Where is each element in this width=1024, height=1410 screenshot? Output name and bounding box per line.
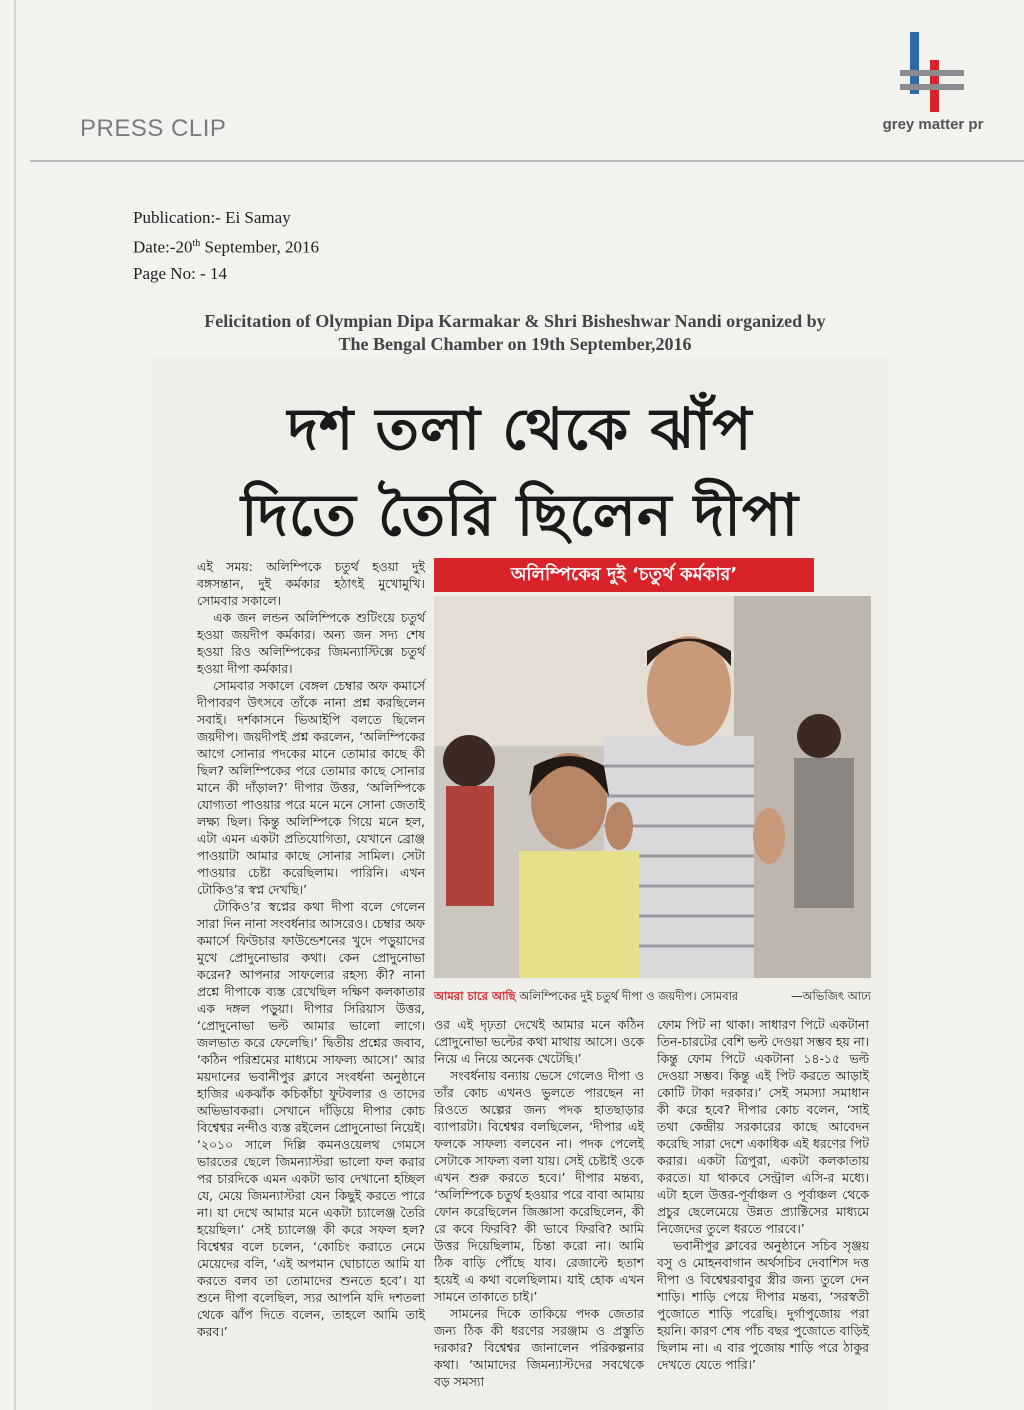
column-paragraph: টোকিও’র স্বপ্নের কথা দীপা বলে গেলেন সারা দিন নানা সংবর্ধনার আসরেও। চেম্বার অফ কমার্সে ফিউচার ফাউন্ডেশনের খুদে পড়ুয়াদের মুখে প্রোদুনোভার কথা। কেন প্রোদুনোভা করেন? আপনার সাফল্যের রহস্য কী? নানা প্রশ্নে দীপাকে ব্যস্ত রেখেছিল দক্ষিণ কলকাতার এক দঙ্গল পড়ুয়া। দীপার সিরিয়াস উত্তর, ‘প্রোদুনোভা ভল্ট আমার ভালো লাগে। জলভাত করে ফেলেছি।’ দ্বিতীয় প্রশ্নের জবাব, ‘কঠিন পরিশ্রমের মাধ্যমে সাফল্য আসে।’ আর ময়দানের ভবানীপুর ক্লাবে সংবর্ধনা অনুষ্ঠানে হাজির একঝাঁক কচিকাঁচা ফুটবলার ও তাদের অভিভাবকরা। সেখানে দাঁড়িয়ে দীপার কোচ বিশ্বেশ্বর নন্দীও ব্যস্ত রইলেন প্রোদুনোভা নিয়েই। ‘২০১০ সালে দিল্লি কমনওয়েলথ গেমসে ভারতের ছেলে জিমন্যাস্টরা ভালো ফল করার পর চারদিকে এমন একটা ভাব দেখানো হচ্ছিল যে, মেয়ে জিমন্যাস্টরা যেন কিছুই করতে পারে না। যা দেখে আমার মনে একটা চ্যালেঞ্জ তৈরি হয়েছিল।’ সেই চ্যালেঞ্জ কী করে সফল হল? বিশ্বেশ্বর বলে চলেন, ‘কোচিং করাতে নেমে মেয়েদের বলি, ‘এই অপমান ঘোচাতে আমি যা করতে বলব তা তোমাদের শুনতে হবে’। যা শুনে দীপা বলেছিল, স্যর আপনি যদি দশতলা থেকে ঝাঁপ দিতে বলেন, তাহলে আমি তাই করব।’ bbox=[197, 899, 425, 1339]
press-clip-label: PRESS CLIP bbox=[80, 115, 227, 142]
logo-text: grey matter pr bbox=[882, 116, 984, 133]
date-sup: th bbox=[192, 238, 201, 249]
newspaper-clipping bbox=[152, 358, 888, 1410]
headline-line1: দশ তলা থেকে ঝাঁপ bbox=[287, 395, 753, 463]
article-column-1 bbox=[197, 558, 425, 1340]
photo-credit: —অভিজিৎ আঢ্য bbox=[791, 989, 871, 1003]
event-photo bbox=[434, 596, 871, 978]
publication-meta bbox=[133, 205, 319, 287]
page-edge bbox=[14, 0, 16, 1410]
column-paragraph: সোমবার সকালে বেঙ্গল চেম্বার অফ কমার্সে দীপাবরণ উৎসবে তাঁকে নানা প্রশ্ন করছিলেন সবাই। দর্শকাসনে ভিআইপি বলতে ছিলেন জয়দীপ। জয়দীপই প্রশ্ন করলেন, ‘অলিম্পিকের আগে সোনার পদকের মানে তোমার কাছে কী ছিল? অলিম্পিকের পরে তোমার কাছে সোনার মানে কী দাঁড়াল?’ দীপার উত্তর, ‘অলিম্পিকে যোগ্যতা পাওয়ার পরে মনে মনে সোনা জেতাই লক্ষ্য ছিল। কিন্তু অলিম্পিকে গিয়ে মনে হল, এটা এমন একটা প্রতিযোগিতা, যেখানে ব্রোঞ্জ পাওয়াটা আমার কাছে সোনার সামিল। সেটা পাওয়ার চেষ্টা করেছিলাম। পারিনি। এখন টোকিও’র স্বপ্ন দেখছি।’ bbox=[197, 678, 425, 897]
photo-caption-text: অলিম্পিকের দুই চতুর্থ দীপা ও জয়দীপ। সোমবার bbox=[515, 989, 739, 1003]
headline bbox=[152, 386, 888, 558]
publication-line: Publication:- Ei Samay bbox=[133, 208, 291, 227]
column-paragraph: সামনের দিকে তাকিয়ে পদক জেতার জন্য ঠিক কী ধরণের সরঞ্জাম ও প্রস্তুতি দরকার? বিশ্বেশ্বর জানালেন পরিকল্পনার কথা। ‘আমাদের জিমন্যাস্টদের সবথেকে বড় সমস্যা bbox=[434, 1306, 644, 1389]
subhead-banner: অলিম্পিকের দুই ‘চতুর্থ কর্মকার’ bbox=[434, 558, 814, 592]
date-prefix: Date:-20 bbox=[133, 237, 193, 257]
article-column-3 bbox=[657, 1016, 869, 1373]
clip-caption-line2: The Bengal Chamber on 19th September,2016 bbox=[338, 334, 692, 354]
article-column-2 bbox=[434, 1016, 644, 1390]
column-paragraph: সংবর্ধনায় বন্যায় ভেসে গেলেও দীপা ও তাঁর কোচ এখনও ভুলতে পারছেন না রিওতে অল্পের জন্য পদক হাতছাড়ার ব্যাপারটা। বিশ্বেশ্বর বলছিলেন, ‘দীপার এই ফলকে সাফল্য বলবেন না। পদক পেলেই সেটাকে সাফল্য বলা যায়। সেই চেষ্টাই ওকে এখন শুরু করতে হবে।’ দীপার মন্তব্য, ‘অলিম্পিকে চতুর্থ হওয়ার পরে বাবা আমায় ফোন করেছিলেন জিজ্ঞাসা করেছিলেন, কী রে কবে ফিরবি? কী ভাবে ফিরবি? আমি উত্তর দিয়েছিলাম, চিন্তা করো না। আমি ঠিক বাড়ি পৌঁছে যাব। রেজাল্টে হতাশ হয়েই এ কথা বলেছিলাম। যাই হোক এখন সামনে তাকাতে চাই।’ bbox=[434, 1068, 644, 1304]
photo-caption-highlight: আমরা চারে আছি bbox=[434, 989, 516, 1003]
photo-caption bbox=[434, 985, 871, 1007]
date-suffix: September, 2016 bbox=[200, 237, 320, 257]
page-number-line: Page No: - 14 bbox=[133, 263, 227, 283]
column-paragraph: এক জন লন্ডন অলিম্পিকে শুটিংয়ে চতুর্থ হওয়া জয়দীপ কর্মকার। অন্য জন সদ্য শেষ হওয়া রিও অলিম্পিকের জিমন্যাস্টিক্সে চতুর্থ হওয়া দীপা কর্মকার। bbox=[197, 610, 425, 676]
clip-caption bbox=[120, 310, 910, 356]
clip-caption-line1: Felicitation of Olympian Dipa Karmakar & Shri Bisheshwar Nandi organized by bbox=[204, 311, 826, 331]
headline-line2: দিতে তৈরি ছিলেন দীপা bbox=[240, 481, 800, 549]
column-paragraph: ভবানীপুর ক্লাবের অনুষ্ঠানে সচিব সৃঞ্জয় বসু ও মোহনবাগান অর্থসচিব দেবাশিস দত্ত দীপা ও বিশ্বেশ্বরবাবুর স্ত্রীর জন্য তুলে দেন শাড়ি। শাড়ি পেয়ে দীপার মন্তব্য, ‘সরস্বতী পুজোতে শাড়ি পরেছি। দুর্গাপুজোয় পরা হয়নি। কারণ শেষ পাঁচ বছর পুজোতে বাড়িই ছিলাম না। এ বার পুজোয় শাড়ি পরে ঠাকুর দেখতে যেতে পারি।’ bbox=[657, 1238, 869, 1372]
column-paragraph: ফোম পিট না থাকা। সাধারণ পিটে একটানা তিন-চারটের বেশি ভল্ট দেওয়া সম্ভব হয় না। কিন্তু ফোম পিটে একটানা ১৪-১৫ ভল্ট দেওয়া সম্ভব। কিন্তু এই পিট করতে আড়াই কোটি টাকা দরকার।’ সেই সমস্যা সমাধান কী করে হবে? দীপার কোচ বলেন, ‘সাই তথা কেন্দ্রীয় সরকারের কাছে আবেদন করেছি সারা দেশে একাধিক এই ধরণের পিট করার। একটা ত্রিপুরা, একটা কলকাতায় করতে। যা থাকবে সেন্ট্রাল এসি-র মধ্যে। এটা হলে উত্তর-পূর্বাঞ্চল ও পূর্বাঞ্চল থেকে প্রচুর ছেলেমেয়ে উন্নত প্র্যাক্টিসের মাধ্যমে নিজেদের তুলে ধরতে পারবে।’ bbox=[657, 1017, 869, 1236]
column-paragraph: ওর এই দৃঢ়তা দেখেই আমার মনে কঠিন প্রোদুনোভা ভল্টের কথা মাথায় আসে। ওকে নিয়ে এ নিয়ে অনেক খেটেছি।’ bbox=[434, 1017, 644, 1066]
date-line bbox=[133, 231, 319, 261]
header-rule bbox=[30, 160, 1024, 162]
column-paragraph: এই সময়: অলিম্পিকে চতুর্থ হওয়া দুই বঙ্গসন্তান, দুই কর্মকার হঠাৎই মুখোমুখি। সোমবার সকালে। bbox=[197, 559, 425, 608]
